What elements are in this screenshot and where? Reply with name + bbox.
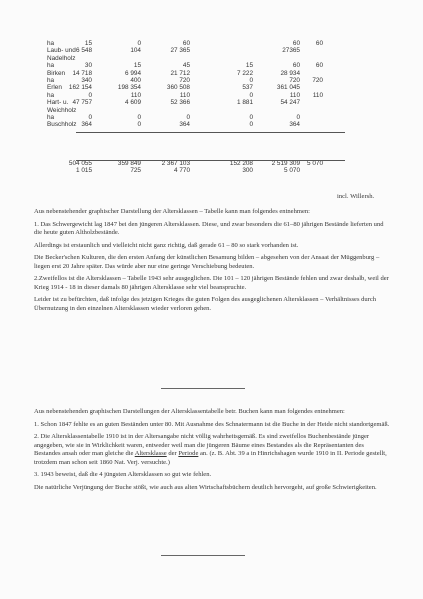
- table-row: [0, 62, 423, 69]
- section-2-point-1: 1. Schon 1847 fehlte es an guten Beständen unter 80. Mit Ausnahme des Schnatermann ist die Buche in der Heide nicht standortgemäß.: [34, 420, 390, 428]
- row-label: Buschholz: [47, 121, 77, 129]
- table-cell: 0: [137, 113, 141, 121]
- table-cell: 60: [315, 62, 323, 70]
- table-cell: 1 015: [76, 167, 92, 175]
- table-cell: 47 757: [72, 99, 92, 107]
- table-cell: 110: [312, 91, 323, 99]
- table-row: [0, 107, 423, 114]
- section-1-paragraph-2: Allerdings ist erstaunlich und vielleicht nicht ganz richtig, daß gerade 61 – 80 so stark vorhanden ist.: [34, 241, 299, 249]
- table-cell: 110: [179, 91, 190, 99]
- section-2-intro: Aus nebenstehenden graphischen Darstellungen der Altersklassentabelle betr. Buchen kann man folgendes entnehmen:: [34, 408, 345, 415]
- table-cell: 0: [137, 121, 141, 129]
- table-cell: 152 208: [229, 160, 253, 167]
- row-label: ha: [47, 62, 55, 70]
- table-cell: 4 770: [174, 167, 190, 175]
- separator-line-2: [161, 555, 245, 556]
- table-cell: 0: [249, 121, 253, 129]
- table-row: [0, 114, 423, 121]
- table-cell: 15: [245, 62, 253, 70]
- table-row: [0, 55, 423, 62]
- table-cell: 0: [249, 113, 253, 121]
- table-cell: 0: [249, 76, 253, 84]
- table-cell: 54 247: [280, 99, 300, 107]
- table-cell: 300: [242, 167, 253, 175]
- section-2-point-2-a: 2. Die Altersklassentabelle 1910 ist in der Altersangabe nicht völlig wahrheitsgemäß. Es sind zweifellos Buchenbestände jünger angegeben, wie sie in Wirklichkeit waren, entweder weil man die jüngeren Bäume eines Bestandes als die Repräsentanten des Bestandes ansah oder man gleiche die: [34, 433, 370, 458]
- table-cell: 30: [84, 62, 92, 70]
- table-cell: 1 881: [237, 99, 253, 107]
- table-cell: 364: [289, 121, 300, 129]
- underlined-altersklasse: Altersklasse: [134, 450, 167, 458]
- section-2-point-3: 3. 1943 beweist, daß die 4 jüngsten Altersklassen so gut wie fehlen.: [34, 471, 212, 479]
- section-1-point-1: 1. Das Schwergewicht lag 1847 bei den jüngeren Altersklassen. Diese, und zwar besonders die 61–80 jährigen Bestände lieferten und die heute guten Altholzbestände.: [34, 220, 384, 237]
- table-cell: 720: [289, 76, 300, 84]
- section-2-paragraph-4: Die natürliche Verjüngung der Buche stößt, wie auch aus alten Wirtschaftsbüchern deutlich hervorgeht, auf große Schwierigkeiten.: [34, 483, 377, 491]
- section-2-point-2: [34, 433, 392, 467]
- row-label: ha: [47, 40, 55, 47]
- table-cell: 400: [130, 76, 141, 84]
- table-cell: 537: [242, 84, 253, 92]
- table-cell: 28 934: [280, 69, 300, 77]
- table-row: [0, 92, 423, 99]
- data-table: [0, 40, 423, 129]
- table-cell: 60: [292, 40, 300, 47]
- section-1-text: [34, 208, 392, 313]
- table-cell: 2 519 309: [271, 160, 300, 167]
- table-cell: 504 055: [68, 160, 92, 167]
- row-label: ha: [47, 91, 55, 99]
- table-cell: 4 609: [125, 99, 141, 107]
- section-2-point-2-b: der: [166, 450, 179, 458]
- table-cell: 0: [249, 91, 253, 99]
- row-label: Birken: [47, 69, 66, 77]
- row-label: Erlen: [47, 84, 62, 92]
- table-cell: 5 070: [284, 167, 300, 175]
- table-cell: 45: [182, 62, 190, 70]
- section-1-intro: Aus nebenstehender graphischer Darstellung der Altersklassen – Tabelle kann man folgendes entnehmen:: [34, 208, 310, 215]
- table-cell: 360 508: [166, 84, 190, 92]
- table-cell: 359 849: [117, 160, 141, 167]
- table-cell: 14 718: [72, 69, 92, 77]
- table-cell: 364: [179, 121, 190, 129]
- section-2-text: [34, 408, 392, 492]
- table-sum-line: [76, 132, 345, 133]
- table-cell: 7 222: [237, 69, 253, 77]
- table-cell: 0: [137, 40, 141, 47]
- table-cell: 6 548: [76, 47, 92, 55]
- table-cell: 60: [292, 62, 300, 70]
- row-label: Hart- u.: [47, 99, 69, 107]
- table-cell: 60: [315, 40, 323, 47]
- section-1-paragraph-5: Leider ist zu befürchten, daß infolge des jetzigen Krieges die guten Folgen des ausgeglichenen Altersklassen – Verhältnisses durch Übernutzung in den einzelnen Altersklassen wieder verloren gehen.: [34, 296, 377, 312]
- table-cell: 6 994: [125, 69, 141, 77]
- table-cell: 0: [88, 91, 92, 99]
- totals-table: [0, 160, 423, 175]
- table-cell: 198 354: [117, 84, 141, 92]
- table-cell: 27365: [282, 47, 300, 55]
- incl-note: incl. Willersh.: [337, 193, 375, 200]
- table-cell: 162 154: [68, 84, 92, 92]
- table-row: [0, 84, 423, 91]
- row-label: ha: [47, 76, 55, 84]
- table-cell: 0: [88, 113, 92, 121]
- table-cell: 104: [130, 47, 141, 55]
- table-cell: 0: [186, 113, 190, 121]
- table-row: [0, 77, 423, 84]
- totals-sum-line: [76, 160, 345, 161]
- table-cell: 361 045: [276, 84, 300, 92]
- table-cell: 2 367 103: [161, 160, 190, 167]
- table-row: [0, 40, 423, 47]
- table-cell: 15: [84, 40, 92, 47]
- table-cell: 110: [130, 91, 141, 99]
- section-1-paragraph-3: Die Becker'schen Kulturen, die den ersten Anfang der künstlichen Besamung bilden – abgesehen von der Ansaat der Müggenburg – liegen erst 20 Jahre später. Das würde aber nur eine geringe Verschiebung bedeuten.: [34, 254, 380, 270]
- table-row: [0, 47, 423, 54]
- row-label: Laub- und: [47, 47, 76, 55]
- table-cell: 725: [130, 167, 141, 175]
- table-row: [0, 167, 423, 174]
- table-row: [0, 160, 423, 167]
- table-cell: 110: [289, 91, 300, 99]
- table-row: [0, 99, 423, 106]
- table-cell: 720: [312, 76, 323, 84]
- row-label: ha: [47, 113, 55, 121]
- table-row: [0, 121, 423, 128]
- underlined-periode: Periode: [178, 450, 199, 458]
- table-cell: 720: [179, 76, 190, 84]
- row-label: Nadelholz: [47, 54, 76, 62]
- table-row: [0, 70, 423, 77]
- table-cell: 15: [133, 62, 141, 70]
- table-cell: 340: [81, 76, 92, 84]
- table-cell: 364: [81, 121, 92, 129]
- table-cell: 27 365: [170, 47, 190, 55]
- table-cell: 0: [296, 113, 300, 121]
- table-cell: 60: [182, 40, 190, 47]
- table-cell: 21 712: [170, 69, 190, 77]
- row-label: Weichholz: [47, 106, 77, 114]
- section-1-point-2: 2.Zweifellos ist die Altersklassen – Tabelle 1943 sehr ausgeglichen. Die 101 – 120 jährigen Bestände fehlen und zwar deshalb, weil der Krieg 1914 - 18 in dieser damals 80 jährigen Altersklasse sehr viel beanspruchte.: [34, 275, 389, 291]
- section-2-point-2-c: an. (z. B. Abt. 39 a in Hinrichshagen wurde 1910 in II. Periode gestellt, trotzdem man schon seit 1860 Nat. Verj. versuchte.): [34, 450, 387, 466]
- separator-line-1: [161, 388, 245, 389]
- table-cell: 52 366: [170, 99, 190, 107]
- table-cell: 5 070: [307, 160, 323, 167]
